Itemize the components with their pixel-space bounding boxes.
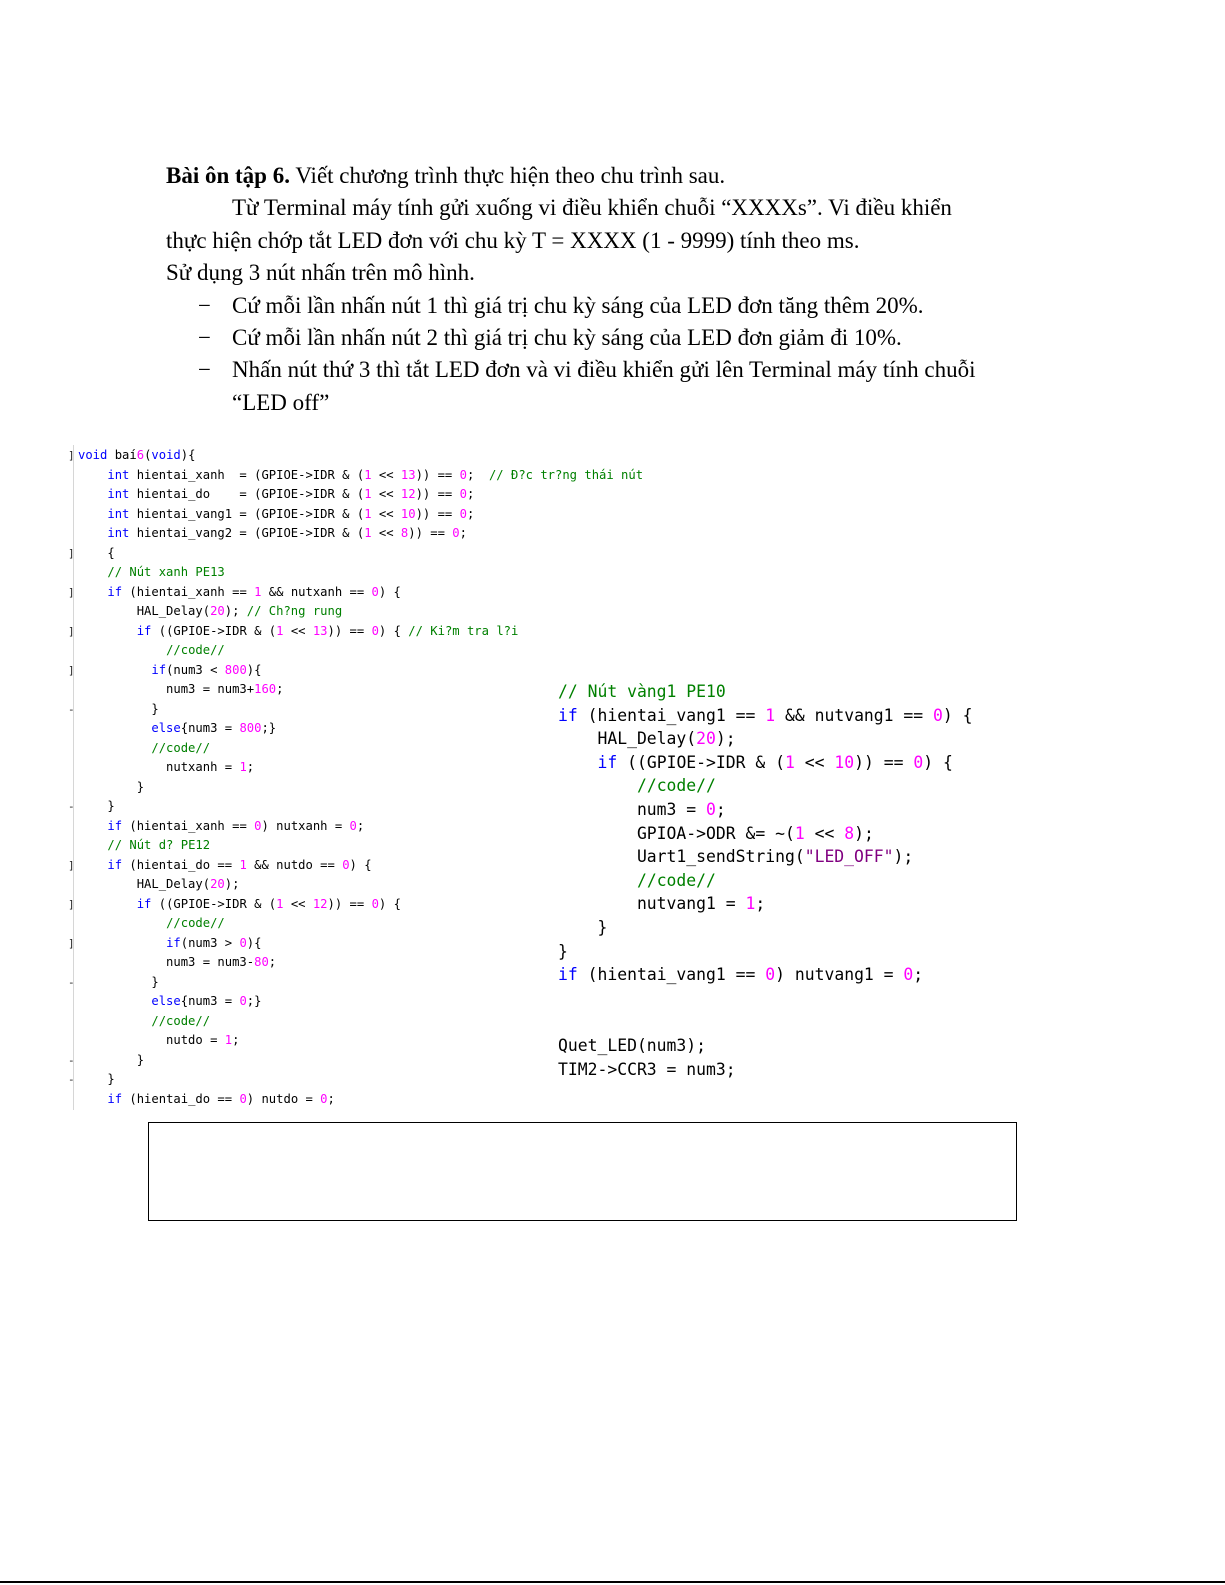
- fold-marker-icon: ]: [68, 936, 75, 950]
- code-line: //code//: [151, 740, 211, 755]
- code-line: //code//: [151, 1013, 211, 1028]
- paragraph-1-start: Từ Terminal máy tính gửi xuống vi điều khiển chuỗi “XXXXs”. Vi điều khiển: [232, 195, 952, 221]
- fold-marker-icon: -: [68, 702, 75, 716]
- code-line: TIM2->CCR3 = num3;: [558, 1059, 736, 1079]
- code-line: if (hientai_xanh == 0) nutxanh = 0;: [107, 818, 365, 833]
- code-line: Uart1_sendString("LED_OFF");: [558, 847, 914, 867]
- code-line: }: [558, 941, 568, 961]
- code-line: //code//: [636, 870, 716, 890]
- editor-gutter: [68, 445, 74, 1110]
- code-line: num3 = num3+160;: [78, 682, 284, 696]
- answer-box[interactable]: [148, 1122, 1017, 1221]
- code-line: // Nút vàng1 PE10: [558, 682, 726, 701]
- code-line: int hientai_vang2 = (GPIOE->IDR & (1 << 8)) == 0;: [107, 526, 467, 540]
- code-line: num3 = num3-80;: [78, 955, 277, 969]
- exercise-heading: [166, 160, 1046, 192]
- code-line: if(num3 > 0){: [166, 935, 262, 950]
- bullet-dash: −: [198, 325, 211, 351]
- requirement-list: [166, 290, 1046, 420]
- code-line: else{num3 = 800;}: [151, 721, 277, 735]
- code-line: HAL_Delay(20);: [78, 877, 240, 891]
- code-line: }: [78, 1052, 145, 1067]
- fold-marker-icon: ]: [68, 897, 75, 911]
- code-line: nutvang1 = 1;: [558, 894, 766, 914]
- code-line: num3 = 0;: [558, 800, 726, 819]
- code-line: HAL_Delay(20); // Ch?ng rung: [78, 604, 343, 618]
- code-line: if(num3 < 800){: [151, 662, 262, 677]
- fold-marker-icon: ]: [68, 449, 75, 462]
- code-line: // Nút xanh PE13: [107, 565, 225, 579]
- list-item: − Cứ mỗi lần nhấn nút 1 thì giá trị chu kỳ sáng của LED đơn tăng thêm 20%.: [166, 290, 1046, 322]
- fold-marker-icon: ]: [68, 585, 75, 599]
- code-line: {: [78, 545, 115, 560]
- code-line: Quet_LED(num3);: [558, 1036, 707, 1055]
- code-line: }: [78, 1072, 115, 1086]
- exercise-title: Bài ôn tập 6.: [166, 163, 290, 188]
- code-line: if (hientai_xanh == 1 && nutxanh == 0) {: [107, 584, 401, 599]
- code-line: //code//: [166, 643, 225, 657]
- exercise-title-rest: Viết chương trình thực hiện theo chu trình sau.: [289, 163, 726, 188]
- code-line: if (hientai_do == 0) nutdo = 0;: [107, 1091, 335, 1106]
- code-line: nutxanh = 1;: [78, 760, 255, 774]
- code-line: if (hientai_vang1 == 0) nutvang1 = 0;: [558, 965, 924, 985]
- list-item: − Cứ mỗi lần nhấn nút 2 thì giá trị chu kỳ sáng của LED đơn giảm đi 10%.: [166, 322, 1046, 354]
- code-line: }: [78, 974, 159, 989]
- fold-marker-icon: -: [68, 1073, 75, 1086]
- code-line: }: [78, 799, 115, 813]
- code-line: if ((GPIOE->IDR & (1 << 13)) == 0) { // Ki?m tra l?i: [136, 623, 519, 638]
- fold-marker-icon: ]: [68, 546, 75, 560]
- fold-marker-icon: -: [68, 1053, 75, 1067]
- bullet-dash: −: [198, 357, 211, 383]
- code-line: //code//: [636, 776, 716, 796]
- fold-marker-icon: ]: [68, 858, 75, 872]
- list-item: − Nhấn nút thứ 3 thì tắt LED đơn và vi điều khiển gửi lên Terminal máy tính chuỗi: [166, 354, 1046, 386]
- fold-marker-icon: ]: [68, 624, 75, 638]
- code-line: if (hientai_do == 1 && nutdo == 0) {: [107, 857, 372, 872]
- fold-marker-icon: -: [68, 975, 75, 989]
- code-line: GPIOA->ODR &= ~(1 << 8);: [558, 823, 874, 843]
- code-line: int hientai_xanh = (GPIOE->IDR & (1 << 13)) == 0; // Ð?c tr?ng thái nút: [107, 467, 644, 482]
- code-line: if (hientai_vang1 == 1 && nutvang1 == 0) {: [558, 705, 973, 725]
- fold-marker-icon: ]: [68, 663, 75, 677]
- code-line: }: [78, 701, 159, 716]
- code-screenshot-right: [558, 680, 1078, 1110]
- code-line: //code//: [166, 916, 225, 930]
- code-line: int hientai_do = (GPIOE->IDR & (1 << 12)) == 0;: [107, 487, 475, 501]
- code-line: nutdo = 1;: [78, 1033, 240, 1047]
- paragraph-2: Sử dụng 3 nút nhấn trên mô hình.: [166, 260, 475, 286]
- code-line: if ((GPIOE->IDR & (1 << 12)) == 0) {: [136, 896, 401, 911]
- code-line: }: [78, 779, 145, 794]
- list-item-continuation: “LED off”: [232, 389, 330, 415]
- code-line: void baí6(void){: [78, 448, 196, 462]
- page-bottom-rule: [0, 1581, 1225, 1583]
- code-line: else{num3 = 0;}: [151, 994, 262, 1008]
- code-line: int hientai_vang1 = (GPIOE->IDR & (1 << 10)) == 0;: [107, 506, 475, 521]
- fold-marker-icon: -: [68, 800, 75, 813]
- bullet-dash: −: [198, 292, 211, 318]
- paragraph-1-end: thực hiện chớp tắt LED đơn với chu kỳ T = XXXX (1 - 9999) tính theo ms.: [166, 227, 860, 253]
- code-line: }: [558, 918, 608, 937]
- code-line: HAL_Delay(20);: [558, 729, 736, 749]
- exercise-text: [166, 160, 1046, 419]
- code-line: if ((GPIOE->IDR & (1 << 10)) == 0) {: [597, 752, 953, 772]
- code-line: // Nút d? PE12: [107, 838, 211, 852]
